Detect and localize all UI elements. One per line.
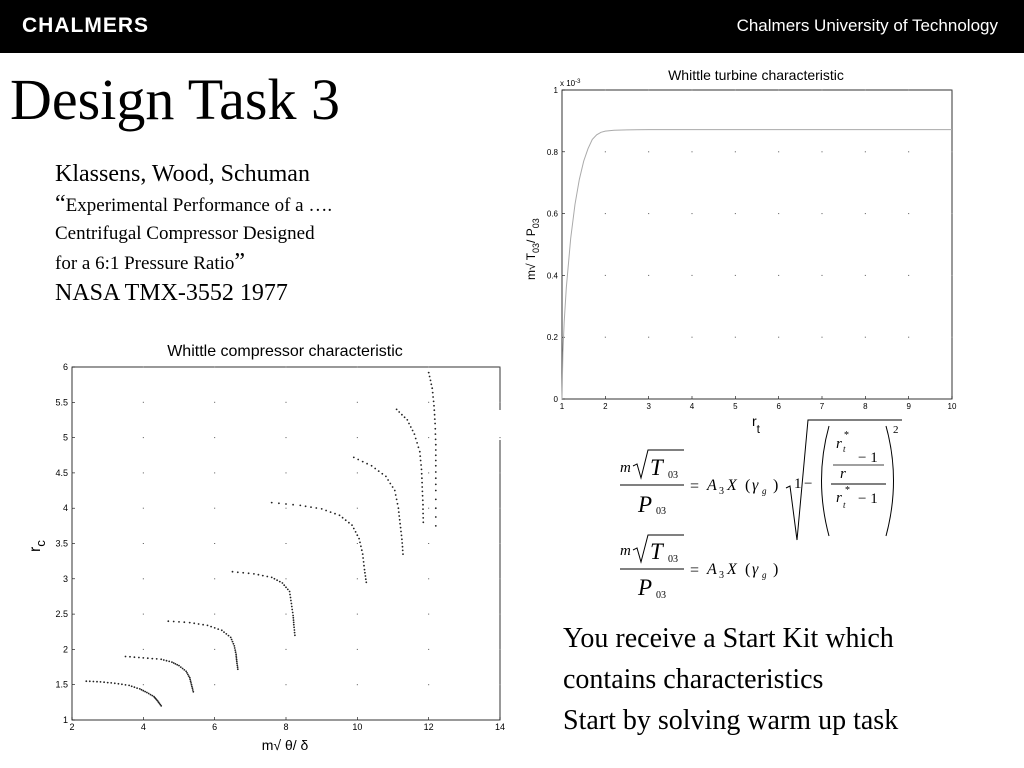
eq1-rt-bottom-star: *	[845, 485, 850, 496]
turbine-y-tick-label: 0	[553, 395, 558, 404]
university-name: Chalmers University of Technology	[736, 16, 998, 35]
eq1-P-sub: 03	[656, 506, 666, 517]
eq2-equals: =	[690, 562, 700, 579]
eq1-one: 1	[794, 476, 802, 492]
compressor-x-tick-label: 2	[69, 722, 75, 732]
turbine-x-tick-label: 8	[863, 402, 868, 411]
eq1-T: T	[650, 455, 663, 480]
compressor-y-label-main: r	[27, 546, 44, 552]
compressor-x-tick-label: 12	[423, 722, 434, 732]
eq1-rt-top: r	[836, 436, 842, 452]
eq2-T: T	[650, 539, 663, 564]
turbine-x-tick-label: 3	[646, 402, 651, 411]
eq1-X: X	[727, 477, 737, 494]
compressor-y-tick-label: 4.5	[55, 467, 68, 478]
reference-title-text-1: Experimental Performance of a ….	[65, 195, 333, 216]
compressor-y-label-sub: c	[33, 540, 48, 547]
eq1-r: r	[840, 466, 846, 482]
eq2-X: X	[727, 561, 737, 578]
eq1-minus-one-top: − 1	[858, 450, 878, 466]
eq1-gamma: γ	[752, 477, 759, 494]
note-line-1: You receive a Start Kit which	[563, 623, 894, 654]
close-quote: ”	[234, 249, 246, 275]
reference-report: NASA TMX-3552 1977	[55, 280, 288, 306]
turbine-x-label-sub: t	[756, 422, 761, 436]
turbine-y-tick-label: 1	[553, 86, 558, 95]
reference-authors: Klassens, Wood, Schuman	[55, 161, 310, 187]
instruction-note	[563, 618, 1018, 741]
compressor-y-tick-label: 2.5	[55, 609, 68, 620]
chalmers-logo: CHALMERS	[22, 14, 149, 37]
compressor-chart-title: Whittle compressor characteristic	[167, 343, 403, 360]
turbine-x-tick-label: 7	[819, 402, 825, 411]
eq2-T-sub: 03	[668, 554, 678, 565]
equation-2	[620, 535, 778, 601]
eq1-right-paren	[886, 426, 894, 536]
eq1-A-sub: 3	[719, 486, 724, 497]
eq1-left-paren	[822, 426, 830, 536]
eq1-P: P	[638, 492, 653, 517]
eq1-m: m	[620, 460, 631, 476]
turbine-x-tick-label: 10	[947, 402, 957, 411]
eq1-T-sub: 03	[668, 470, 678, 481]
eq1-exponent: 2	[893, 424, 899, 436]
note-line-3: Start by solving warm up task	[563, 705, 899, 736]
eq2-A: A	[707, 561, 717, 578]
turbine-exponent-base: x 10	[560, 79, 576, 88]
reference-title-line-2: Centrifugal Compressor Designed	[55, 223, 315, 244]
eq1-gamma-sub: g	[762, 486, 767, 496]
compressor-y-tick-label: 2	[62, 644, 68, 655]
turbine-x-label-main: r	[752, 413, 757, 429]
compressor-x-axis-label: m√ θ/ δ	[261, 737, 309, 753]
eq1-lparen: (	[745, 477, 751, 494]
turbine-y-label-sub1: 03	[531, 242, 541, 253]
compressor-y-tick-label: 5.5	[55, 397, 68, 408]
compressor-y-tick-label: 1	[62, 715, 68, 725]
compressor-x-tick-label: 10	[352, 722, 363, 732]
turbine-x-tick-label: 6	[776, 402, 781, 411]
eq2-A-sub: 3	[719, 570, 724, 581]
eq1-A: A	[707, 477, 717, 494]
turbine-x-tick-label: 2	[603, 402, 608, 411]
compressor-y-tick-label: 5	[62, 432, 68, 443]
turbine-y-tick-label: 0.2	[546, 333, 558, 343]
compressor-x-tick-label: 14	[494, 722, 506, 732]
eq1-rt-top-sub: t	[843, 444, 846, 454]
eq2-P-sub: 03	[656, 590, 666, 601]
turbine-y-tick-label: 0.6	[546, 209, 558, 219]
eq2-m: m	[620, 543, 631, 559]
turbine-y-tick-label: 0.8	[546, 147, 558, 157]
equation-1	[620, 420, 902, 540]
compressor-x-tick-label: 6	[212, 722, 218, 732]
eq1-rt-top-star: *	[844, 430, 849, 441]
compressor-y-tick-label: 1.5	[55, 679, 68, 690]
eq2-gamma-sub: g	[762, 570, 767, 580]
eq1-minus-one-bottom: − 1	[858, 491, 878, 507]
turbine-x-tick-label: 4	[689, 402, 695, 411]
eq1-rt-bottom: r	[836, 490, 842, 506]
compressor-x-tick-label: 8	[283, 722, 289, 732]
compressor-y-tick-label: 4	[62, 503, 68, 514]
eq1-rparen: )	[773, 477, 779, 494]
compressor-y-tick-label: 3.5	[55, 538, 68, 549]
eq1-minus: −	[804, 476, 813, 492]
open-quote: “	[55, 191, 66, 217]
compressor-y-tick-label: 3	[62, 573, 68, 584]
eq1-equals: =	[690, 478, 700, 495]
eq2-lparen: (	[745, 561, 751, 578]
eq2-P: P	[638, 575, 653, 600]
turbine-y-tick-label: 0.4	[546, 271, 558, 281]
turbine-y-label-sub2: 03	[531, 218, 541, 229]
eq2-rparen: )	[773, 561, 779, 578]
compressor-x-tick-label: 4	[140, 722, 146, 732]
turbine-y-label-mid: / P	[524, 228, 538, 243]
eq2-gamma: γ	[752, 561, 759, 578]
turbine-x-tick-label: 1	[559, 402, 565, 411]
turbine-y-label-main: m√ T	[524, 252, 538, 280]
compressor-y-tick-label: 6	[62, 362, 68, 372]
turbine-x-tick-label: 9	[906, 402, 911, 411]
slide-title: Design Task 3	[10, 67, 340, 132]
reference-title-text-3: for a 6:1 Pressure Ratio	[55, 253, 235, 274]
turbine-chart-title: Whittle turbine characteristic	[668, 67, 844, 83]
eq1-rt-bottom-sub: t	[843, 500, 846, 510]
note-line-2: contains characteristics	[563, 664, 824, 695]
turbine-exponent-power: -3	[575, 79, 581, 85]
turbine-x-tick-label: 5	[733, 402, 738, 411]
